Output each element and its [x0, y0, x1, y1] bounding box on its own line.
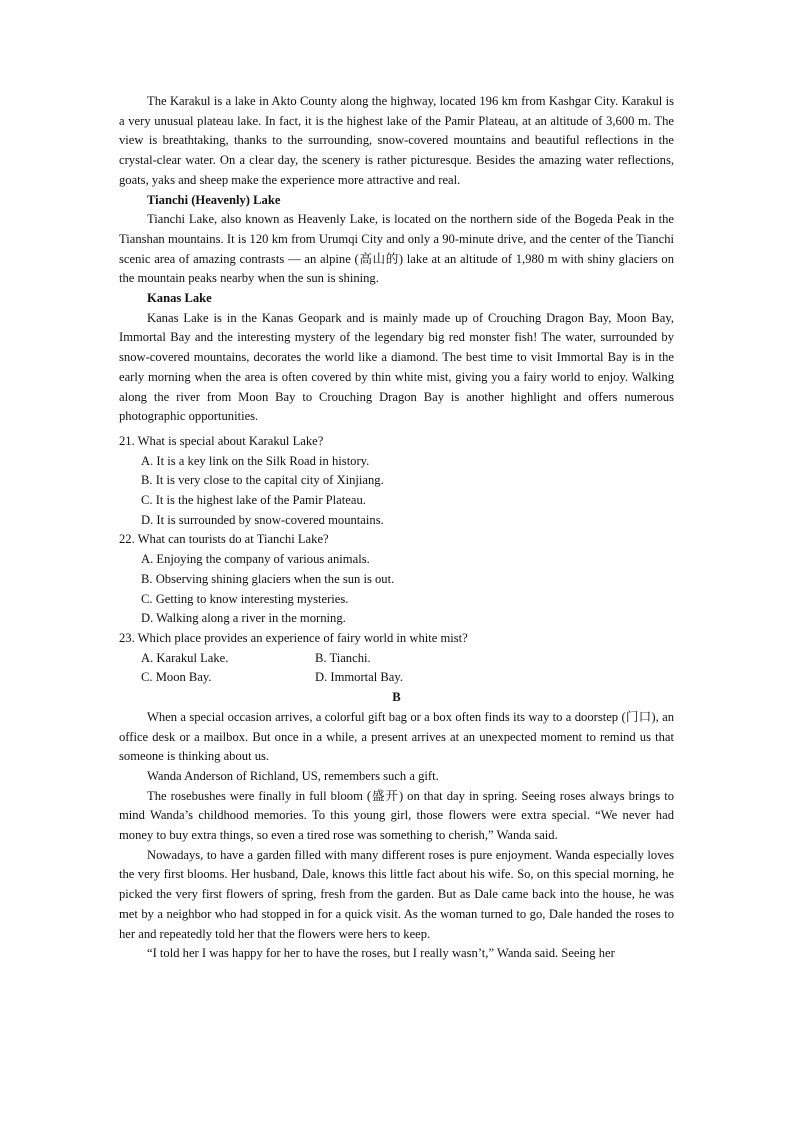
question-22: 22. What can tourists do at Tianchi Lake?: [119, 532, 329, 547]
q22-option-b: B. Observing shining glaciers when the sun is out.: [141, 571, 395, 586]
tianchi-paragraph: Tianchi Lake, also known as Heavenly Lake, is located on the northern side of the Bogeda Peak in the Tianshan mountains. It is 120 km from Urumqi City and only a 90-minute drive, and the center of the Tianchi scenic area of amazing contrasts — an alpine (高山的) lake at an altitude of 1,980 m with shiny glaciers on the mountain peaks nearby when the sun is shining.: [119, 212, 674, 286]
q23-options-row-2: [141, 668, 674, 688]
b-paragraph-5: “I told her I was happy for her to have the roses, but I really wasn’t,” Wanda said. Seeing her: [147, 946, 615, 961]
karakul-paragraph: The Karakul is a lake in Akto County along the highway, located 196 km from Kashgar City. Karakul is a very unusual plateau lake. In fact, it is the highest lake of the Pamir Plateau, at an altitude of 3,600 m. The view is breathtaking, thanks to the surrounding, snow-covered mountains and beautiful reflections in the crystal-clear water. On a clear day, the scenery is rather picturesque. Besides the amazing water reflections, goats, yaks and sheep make the experience more attractive and real.: [119, 94, 674, 187]
document-page: [119, 92, 674, 964]
question-23: 23. Which place provides an experience of fairy world in white mist?: [119, 630, 468, 645]
kanas-heading: Kanas Lake: [147, 291, 212, 306]
q21-option-a: A. It is a key link on the Silk Road in history.: [141, 453, 370, 468]
q21-option-b: B. It is very close to the capital city of Xinjiang.: [141, 473, 384, 488]
b-paragraph-2: Wanda Anderson of Richland, US, remembers such a gift.: [147, 768, 439, 783]
b-paragraph-3: The rosebushes were finally in full bloom (盛开) on that day in spring. Seeing roses always brings to mind Wanda’s childhood memories. To this young girl, those flowers were extra special. “We never had money to buy extra things, so even a tired rose was something to cherish,” Wanda said.: [119, 788, 674, 843]
q22-option-a: A. Enjoying the company of various animals.: [141, 552, 370, 567]
q21-option-c: C. It is the highest lake of the Pamir Plateau.: [141, 493, 366, 508]
tianchi-heading: Tianchi (Heavenly) Lake: [147, 192, 281, 207]
question-21: 21. What is special about Karakul Lake?: [119, 433, 324, 448]
q23-option-a: A. Karakul Lake.: [141, 650, 229, 665]
q23-options-row-1: [141, 649, 674, 669]
q23-option-c: C. Moon Bay.: [141, 670, 212, 685]
q22-option-c: C. Getting to know interesting mysteries.: [141, 591, 349, 606]
b-paragraph-4: Nowadays, to have a garden filled with many different roses is pure enjoyment. Wanda especially loves the very first blooms. Her husband, Dale, knows this little fact about his wife. So, on this special morning, he picked the very first flowers of spring, fresh from the garden. But as Dale came back into the house, he was met by a neighbor who had stopped in for a quick visit. As the woman turned to go, Dale handed the roses to her and repeatedly told her that the flowers were hers to keep.: [119, 847, 674, 941]
q21-option-d: D. It is surrounded by snow-covered mountains.: [141, 512, 384, 527]
q22-option-d: D. Walking along a river in the morning.: [141, 611, 346, 626]
b-paragraph-1: When a special occasion arrives, a colorful gift bag or a box often finds its way to a doorstep (门口), an office desk or a mailbox. But once in a while, a present arrives at an unexpected moment to remind us that someone is thinking about us.: [119, 709, 674, 764]
kanas-paragraph: Kanas Lake is in the Kanas Geopark and is mainly made up of Crouching Dragon Bay, Moon Bay, Immortal Bay and the interesting mystery of the legendary big red monster fish! The water, surrounded by snow-covered mountains, decorates the world like a diamond. The best time to visit Immortal Bay is in the early morning when the area is often covered by thin white mist, giving you a fairy world to enjoy. Walking along the river from Moon Bay to Crouching Dragon Bay is another highlight and offers numerous photographic opportunities.: [119, 310, 674, 424]
section-b-heading: B: [392, 690, 401, 705]
q23-option-d: D. Immortal Bay.: [315, 670, 404, 685]
q23-option-b: B. Tianchi.: [315, 650, 371, 665]
